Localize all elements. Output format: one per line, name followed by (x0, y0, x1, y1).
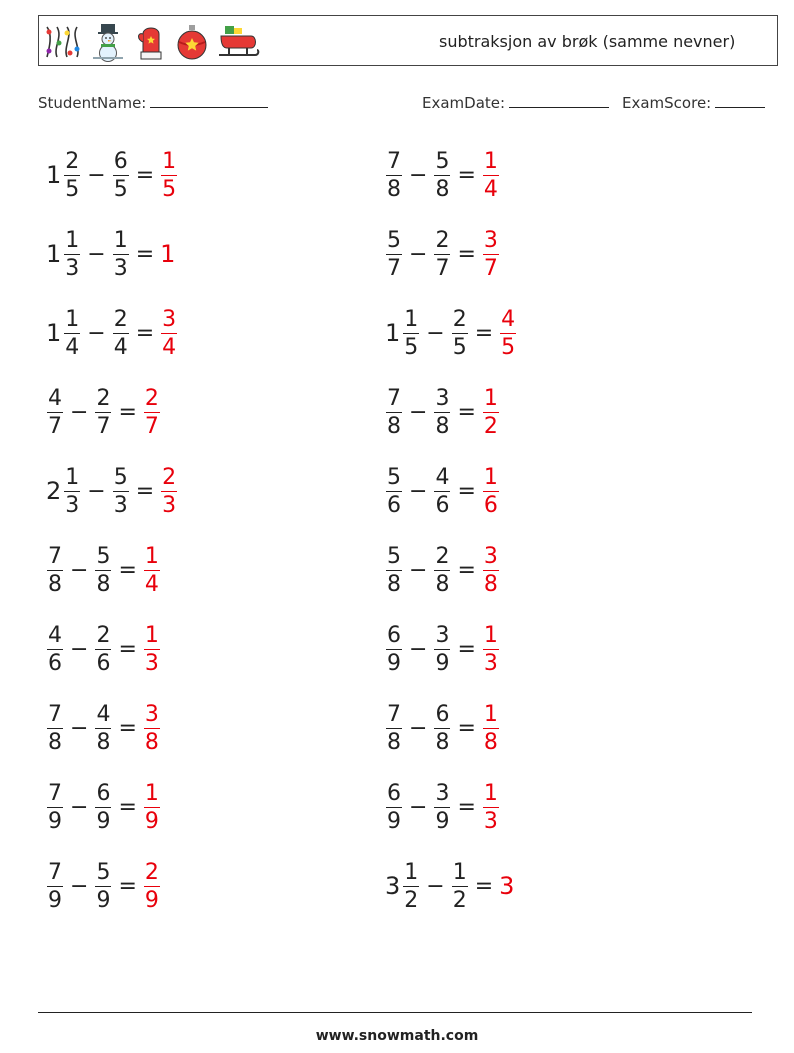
answer-fraction (161, 148, 177, 203)
minuend-denominator: 8 (387, 176, 401, 202)
answer-denominator: 7 (483, 255, 498, 281)
minuend-numerator: 1 (65, 227, 80, 253)
minuend-whole: 1 (46, 240, 62, 268)
answer-denominator: 8 (483, 729, 498, 755)
subtrahend-numerator: 5 (113, 464, 128, 490)
minus-sign: − (70, 715, 89, 741)
answer-denominator: 9 (144, 808, 159, 834)
answer (143, 859, 161, 914)
answer-numerator: 1 (483, 148, 498, 174)
problem-item (46, 303, 178, 363)
minuend-denominator: 7 (48, 413, 62, 439)
problem-item (385, 145, 500, 205)
answer (160, 148, 178, 203)
answer-denominator: 3 (144, 650, 159, 676)
subtrahend-fraction (95, 780, 111, 835)
minuend-numerator: 5 (387, 543, 401, 569)
answer-denominator: 4 (144, 571, 159, 597)
minuend-fraction (47, 543, 63, 598)
minuend-numerator: 7 (48, 859, 62, 885)
subtrahend-fraction (113, 227, 129, 282)
minuend-numerator: 6 (387, 780, 401, 806)
equals-sign: = (457, 715, 476, 741)
answer-numerator: 2 (144, 385, 159, 411)
answer (143, 622, 161, 677)
answer (160, 240, 177, 268)
answer (482, 148, 500, 203)
equals-sign: = (118, 636, 137, 662)
answer (160, 306, 178, 361)
equals-sign: = (474, 320, 494, 346)
answer-numerator: 1 (483, 701, 498, 727)
answer-numerator: 3 (162, 306, 177, 332)
minuend-fraction (47, 780, 63, 835)
minus-sign: − (409, 478, 428, 504)
minuend-denominator: 8 (48, 571, 62, 597)
minuend-denominator: 4 (65, 334, 80, 360)
equals-sign: = (135, 162, 155, 188)
minus-sign: − (409, 794, 428, 820)
subtrahend-denominator: 4 (113, 334, 128, 360)
answer (482, 227, 500, 282)
answer-numerator: 3 (483, 543, 498, 569)
problem-item (46, 856, 161, 916)
minus-sign: − (70, 399, 89, 425)
equals-sign: = (118, 715, 137, 741)
minus-sign: − (409, 715, 428, 741)
answer-numerator: 1 (144, 622, 159, 648)
answer-numerator: 1 (483, 464, 498, 490)
problem-item (46, 145, 178, 205)
minuend-whole: 3 (385, 872, 401, 900)
answer-denominator: 4 (162, 334, 177, 360)
answer-fraction (144, 543, 160, 598)
subtrahend-fraction (434, 148, 450, 203)
answer-fraction (500, 306, 516, 361)
minuend-numerator: 2 (65, 148, 80, 174)
answer (499, 306, 517, 361)
answer-numerator: 1 (162, 148, 177, 174)
problem-item (46, 777, 161, 837)
problem-item (385, 382, 500, 442)
equals-sign: = (474, 873, 494, 899)
subtrahend-denominator: 5 (452, 334, 467, 360)
minuend-denominator: 9 (48, 887, 62, 913)
subtrahend-fraction (113, 148, 129, 203)
mitten-icon (133, 22, 167, 62)
answer (499, 872, 516, 900)
subtrahend-numerator: 6 (96, 780, 111, 806)
subtrahend-numerator: 2 (96, 622, 111, 648)
subtrahend-numerator: 2 (96, 385, 111, 411)
minuend-fraction (64, 306, 80, 361)
problem-item (385, 303, 517, 363)
subtrahend-denominator: 9 (96, 808, 111, 834)
minuend-fraction (47, 622, 63, 677)
answer-fraction (161, 306, 177, 361)
minuend-denominator: 9 (387, 808, 401, 834)
minuend-denominator: 5 (65, 176, 80, 202)
subtrahend-fraction (434, 464, 450, 519)
minuend-fraction (386, 701, 402, 756)
minuend-numerator: 7 (387, 148, 401, 174)
minuend-numerator: 7 (387, 385, 401, 411)
subtrahend-numerator: 2 (435, 227, 450, 253)
subtrahend-denominator: 8 (435, 571, 450, 597)
subtrahend-numerator: 3 (435, 385, 450, 411)
minus-sign: − (70, 873, 89, 899)
minus-sign: − (87, 320, 106, 346)
answer-numerator: 3 (144, 701, 159, 727)
minuend-fraction (386, 148, 402, 203)
subtrahend-denominator: 8 (435, 729, 450, 755)
problem-item (46, 540, 161, 600)
answer-numerator: 1 (144, 780, 159, 806)
minuend-denominator: 8 (387, 571, 401, 597)
sleigh-icon (217, 22, 261, 62)
subtrahend-numerator: 2 (435, 543, 450, 569)
subtrahend-fraction (434, 543, 450, 598)
answer (482, 543, 500, 598)
equals-sign: = (118, 399, 137, 425)
subtrahend-denominator: 8 (96, 571, 111, 597)
subtrahend-denominator: 5 (113, 176, 128, 202)
minus-sign: − (409, 241, 428, 267)
answer (143, 780, 161, 835)
minus-sign: − (409, 636, 428, 662)
answer-fraction (144, 859, 160, 914)
minuend-numerator: 4 (48, 385, 62, 411)
minuend-numerator: 1 (404, 306, 419, 332)
problem-item (46, 461, 178, 521)
problem-item (385, 461, 500, 521)
subtrahend-denominator: 7 (96, 413, 111, 439)
minuend-fraction (386, 464, 402, 519)
minuend-fraction (64, 148, 80, 203)
minuend-denominator: 8 (48, 729, 62, 755)
answer-denominator: 3 (162, 492, 177, 518)
subtrahend-denominator: 6 (435, 492, 450, 518)
answer-denominator: 8 (144, 729, 159, 755)
minuend-numerator: 6 (387, 622, 401, 648)
exam-score-label: ExamScore: (622, 94, 712, 112)
answer (143, 701, 161, 756)
problem-item (385, 619, 500, 679)
minuend-fraction (47, 701, 63, 756)
minuend-fraction (403, 306, 419, 361)
student-name-blank[interactable] (150, 93, 268, 108)
answer-fraction (483, 780, 499, 835)
minus-sign: − (87, 241, 106, 267)
equals-sign: = (135, 478, 155, 504)
minuend-whole: 2 (46, 477, 62, 505)
answer-numerator: 2 (162, 464, 177, 490)
subtrahend-denominator: 9 (96, 887, 111, 913)
subtrahend-fraction (434, 780, 450, 835)
minuend-fraction (403, 859, 419, 914)
answer (143, 543, 161, 598)
answer-numerator: 2 (144, 859, 159, 885)
equals-sign: = (118, 557, 137, 583)
equals-sign: = (135, 241, 155, 267)
subtrahend-numerator: 6 (113, 148, 128, 174)
minuend-fraction (386, 622, 402, 677)
subtrahend-numerator: 5 (96, 859, 111, 885)
subtrahend-denominator: 6 (96, 650, 111, 676)
subtrahend-denominator: 2 (452, 887, 467, 913)
answer-fraction (144, 622, 160, 677)
answer (482, 464, 500, 519)
minus-sign: − (426, 320, 445, 346)
exam-date-field (422, 93, 609, 112)
problem-item (385, 856, 516, 916)
answer-denominator: 7 (144, 413, 159, 439)
answer-numerator: 1 (483, 385, 498, 411)
minuend-numerator: 4 (48, 622, 62, 648)
minus-sign: − (70, 794, 89, 820)
exam-score-blank[interactable] (715, 93, 765, 108)
problem-item (46, 619, 161, 679)
minuend-fraction (64, 227, 80, 282)
answer (482, 385, 500, 440)
subtrahend-denominator: 8 (435, 176, 450, 202)
minuend-fraction (386, 543, 402, 598)
minuend-denominator: 9 (387, 650, 401, 676)
answer-numerator: 4 (501, 306, 516, 332)
answer-whole: 3 (499, 872, 515, 900)
answer-denominator: 6 (483, 492, 498, 518)
minuend-denominator: 2 (404, 887, 419, 913)
minuend-numerator: 7 (387, 701, 401, 727)
subtrahend-denominator: 8 (435, 413, 450, 439)
minus-sign: − (87, 162, 106, 188)
equals-sign: = (457, 794, 476, 820)
worksheet-title: subtraksjon av brøk (samme nevner) (439, 32, 736, 51)
minuend-numerator: 1 (65, 306, 80, 332)
exam-date-label: ExamDate: (422, 94, 506, 112)
exam-date-blank[interactable] (509, 93, 609, 108)
minuend-denominator: 6 (48, 650, 62, 676)
minuend-numerator: 7 (48, 701, 62, 727)
subtrahend-fraction (434, 385, 450, 440)
subtrahend-numerator: 5 (96, 543, 111, 569)
minuend-denominator: 3 (65, 255, 80, 281)
subtrahend-fraction (452, 306, 468, 361)
answer-denominator: 3 (483, 808, 498, 834)
minuend-fraction (386, 385, 402, 440)
answer-fraction (144, 701, 160, 756)
equals-sign: = (457, 399, 476, 425)
answer-fraction (161, 464, 177, 519)
minus-sign: − (70, 636, 89, 662)
subtrahend-fraction (95, 701, 111, 756)
minuend-fraction (47, 859, 63, 914)
minuend-whole: 1 (385, 319, 401, 347)
problem-item (46, 382, 161, 442)
problem-item (385, 224, 500, 284)
answer-fraction (483, 622, 499, 677)
minuend-denominator: 6 (387, 492, 401, 518)
minuend-fraction (47, 385, 63, 440)
answer-numerator: 3 (483, 227, 498, 253)
minuend-numerator: 7 (48, 543, 62, 569)
subtrahend-fraction (434, 227, 450, 282)
minus-sign: − (409, 557, 428, 583)
ornament-icon (175, 22, 209, 62)
minuend-numerator: 5 (387, 464, 401, 490)
answer-denominator: 3 (483, 650, 498, 676)
minuend-numerator: 5 (387, 227, 401, 253)
subtrahend-fraction (113, 306, 129, 361)
answer-numerator: 1 (483, 622, 498, 648)
problem-item (385, 698, 500, 758)
answer-fraction (483, 148, 499, 203)
answer (143, 385, 161, 440)
subtrahend-denominator: 8 (96, 729, 111, 755)
minuend-fraction (386, 227, 402, 282)
subtrahend-fraction (113, 464, 129, 519)
equals-sign: = (457, 478, 476, 504)
equals-sign: = (457, 162, 476, 188)
minus-sign: − (87, 478, 106, 504)
subtrahend-fraction (434, 701, 450, 756)
answer-fraction (483, 543, 499, 598)
subtrahend-numerator: 5 (435, 148, 450, 174)
subtrahend-numerator: 1 (452, 859, 467, 885)
equals-sign: = (135, 320, 155, 346)
answer-fraction (483, 385, 499, 440)
problem-item (46, 224, 177, 284)
equals-sign: = (457, 241, 476, 267)
minuend-numerator: 1 (65, 464, 80, 490)
subtrahend-fraction (95, 859, 111, 914)
subtrahend-numerator: 2 (113, 306, 128, 332)
answer-denominator: 9 (144, 887, 159, 913)
equals-sign: = (457, 636, 476, 662)
student-name-field (38, 93, 268, 112)
equals-sign: = (118, 794, 137, 820)
answer-denominator: 5 (501, 334, 516, 360)
problem-item (385, 777, 500, 837)
footer-divider (38, 1012, 752, 1013)
answer (482, 622, 500, 677)
subtrahend-denominator: 3 (113, 255, 128, 281)
subtrahend-numerator: 6 (435, 701, 450, 727)
subtrahend-numerator: 3 (435, 780, 450, 806)
problem-item (46, 698, 161, 758)
exam-score-field (622, 93, 765, 112)
minuend-fraction (386, 780, 402, 835)
equals-sign: = (118, 873, 137, 899)
lights-icon (43, 23, 83, 61)
answer-fraction (144, 780, 160, 835)
subtrahend-numerator: 2 (452, 306, 467, 332)
footer-url: www.snowmath.com (315, 1028, 479, 1044)
student-name-label: StudentName: (38, 94, 147, 112)
answer (482, 780, 500, 835)
answer (160, 464, 178, 519)
subtrahend-numerator: 1 (113, 227, 128, 253)
answer-fraction (144, 385, 160, 440)
minuend-whole: 1 (46, 319, 62, 347)
subtrahend-denominator: 3 (113, 492, 128, 518)
answer-fraction (483, 227, 499, 282)
minus-sign: − (426, 873, 445, 899)
subtrahend-numerator: 3 (435, 622, 450, 648)
subtrahend-denominator: 9 (435, 808, 450, 834)
subtrahend-denominator: 7 (435, 255, 450, 281)
answer-denominator: 5 (162, 176, 177, 202)
minuend-whole: 1 (46, 161, 62, 189)
minuend-denominator: 5 (404, 334, 419, 360)
answer-denominator: 2 (483, 413, 498, 439)
subtrahend-fraction (434, 622, 450, 677)
minus-sign: − (70, 557, 89, 583)
subtrahend-fraction (452, 859, 468, 914)
minuend-denominator: 9 (48, 808, 62, 834)
answer-numerator: 1 (144, 543, 159, 569)
equals-sign: = (457, 557, 476, 583)
answer-whole: 1 (160, 240, 176, 268)
minuend-denominator: 8 (387, 413, 401, 439)
subtrahend-numerator: 4 (435, 464, 450, 490)
minuend-numerator: 7 (48, 780, 62, 806)
answer-fraction (483, 701, 499, 756)
minus-sign: − (409, 399, 428, 425)
worksheet-header (38, 15, 778, 66)
snowman-icon (91, 22, 125, 62)
subtrahend-fraction (95, 622, 111, 677)
minuend-numerator: 1 (404, 859, 419, 885)
answer-denominator: 4 (483, 176, 498, 202)
minuend-fraction (64, 464, 80, 519)
header-icons (43, 22, 261, 62)
answer-numerator: 1 (483, 780, 498, 806)
minuend-denominator: 3 (65, 492, 80, 518)
minuend-denominator: 7 (387, 255, 401, 281)
answer-denominator: 8 (483, 571, 498, 597)
subtrahend-denominator: 9 (435, 650, 450, 676)
subtrahend-fraction (95, 543, 111, 598)
minus-sign: − (409, 162, 428, 188)
subtrahend-fraction (95, 385, 111, 440)
problem-item (385, 540, 500, 600)
subtrahend-numerator: 4 (96, 701, 111, 727)
answer-fraction (483, 464, 499, 519)
minuend-denominator: 8 (387, 729, 401, 755)
answer (482, 701, 500, 756)
